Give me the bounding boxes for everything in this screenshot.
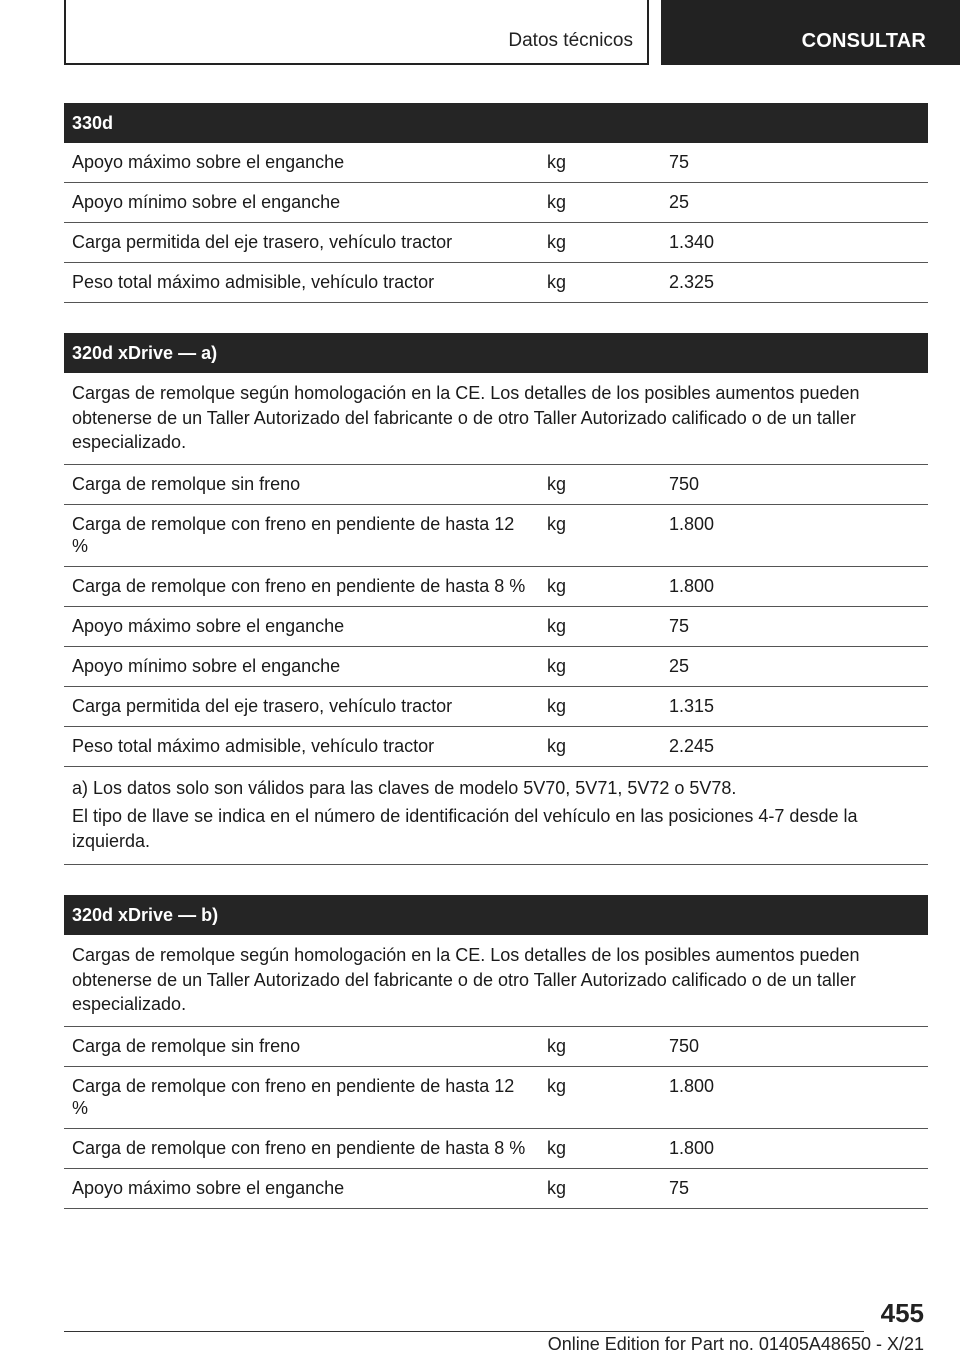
spec-section-320d-xdrive-b [64,895,928,1209]
row-label: Carga permitida del eje trasero, vehículo tractor [72,695,453,716]
table-row [64,727,928,767]
table-row [64,183,928,223]
row-value: 75 [669,615,690,636]
row-unit: kg [547,272,567,292]
spec-section-330d [64,103,928,303]
spec-tables [64,103,928,1209]
row-label: Apoyo mínimo sobre el enganche [72,192,341,212]
spec-section-320d-xdrive-a [64,333,928,865]
row-value: 25 [669,655,690,676]
row-label: Carga de remolque con freno en pendiente de hasta 12 % [72,1075,515,1118]
row-value: 1.800 [669,1075,715,1096]
section-heading: 330d [64,103,928,143]
row-unit: kg [547,513,567,534]
row-label: Peso total máximo admisible, vehículo tractor [72,272,435,292]
row-label: Peso total máximo admisible, vehículo tractor [72,735,435,756]
table-row [64,1169,928,1209]
row-label: Carga de remolque con freno en pendiente de hasta 8 % [72,575,526,596]
section-intro: Cargas de remolque según homologación en la CE. Los detalles de los posibles aumentos pueden obtenerse de un Taller Autorizado del fabricante o de otro Taller Autorizado calificado o de un taller especializado. [64,935,928,1027]
row-unit: kg [547,192,567,212]
row-unit: kg [547,1137,567,1158]
table-row [64,1129,928,1169]
table-row [64,505,928,567]
consultar-button-label: CONSULTAR [801,30,926,52]
row-label: Carga de remolque sin freno [72,1035,301,1056]
page-number: 455 [880,1298,924,1328]
row-value: 750 [669,473,700,494]
header-section-tab [64,0,649,65]
row-value: 1.315 [669,695,715,716]
row-value: 2.325 [669,272,715,292]
section-footnotes [64,767,928,866]
row-unit: kg [547,1177,567,1198]
row-label: Apoyo máximo sobre el enganche [72,152,345,172]
row-label: Carga de remolque con freno en pendiente de hasta 8 % [72,1137,526,1158]
row-label: Apoyo máximo sobre el enganche [72,615,345,636]
row-value: 1.800 [669,575,715,596]
section-intro: Cargas de remolque según homologación en la CE. Los detalles de los posibles aumentos pueden obtenerse de un Taller Autorizado del fabricante o de otro Taller Autorizado calificado o de un taller especializado. [64,373,928,465]
table-row [64,607,928,647]
consultar-button[interactable] [661,0,960,65]
footnote: El tipo de llave se indica en el número de identificación del vehículo en las posiciones 4-7 desde la izquierda. [72,806,858,851]
row-unit: kg [547,655,567,676]
section-heading: 320d xDrive — a) [64,333,928,373]
row-label: Apoyo máximo sobre el enganche [72,1177,345,1198]
row-value: 1.800 [669,1137,715,1158]
row-value: 25 [669,192,690,212]
row-label: Carga de remolque sin freno [72,473,301,494]
table-row [64,223,928,263]
table-row [64,687,928,727]
table-row [64,647,928,687]
row-unit: kg [547,1035,567,1056]
section-heading: 320d xDrive — b) [64,895,928,935]
table-row [64,465,928,505]
row-label: Carga permitida del eje trasero, vehículo tractor [72,232,453,252]
row-value: 750 [669,1035,700,1056]
row-value: 75 [669,1177,690,1198]
table-row [64,263,928,303]
footer-divider [64,1331,864,1332]
row-value: 75 [669,152,690,172]
row-value: 1.340 [669,232,715,252]
row-unit: kg [547,615,567,636]
table-row [64,567,928,607]
row-unit: kg [547,232,567,252]
row-unit: kg [547,695,567,716]
table-row [64,143,928,183]
row-unit: kg [547,1075,567,1096]
header-section-title: Datos técnicos [508,30,633,51]
row-label: Carga de remolque con freno en pendiente de hasta 12 % [72,513,515,556]
row-unit: kg [547,735,567,756]
edition-info: Online Edition for Part no. 01405A48650 - X/21 [547,1334,924,1354]
row-label: Apoyo mínimo sobre el enganche [72,655,341,676]
table-row [64,1067,928,1129]
table-row [64,1027,928,1067]
row-unit: kg [547,152,567,172]
row-unit: kg [547,575,567,596]
footnote: a) Los datos solo son válidos para las claves de modelo 5V70, 5V71, 5V72 o 5V78. [72,777,737,798]
row-unit: kg [547,473,567,494]
row-value: 1.800 [669,513,715,534]
row-value: 2.245 [669,735,715,756]
